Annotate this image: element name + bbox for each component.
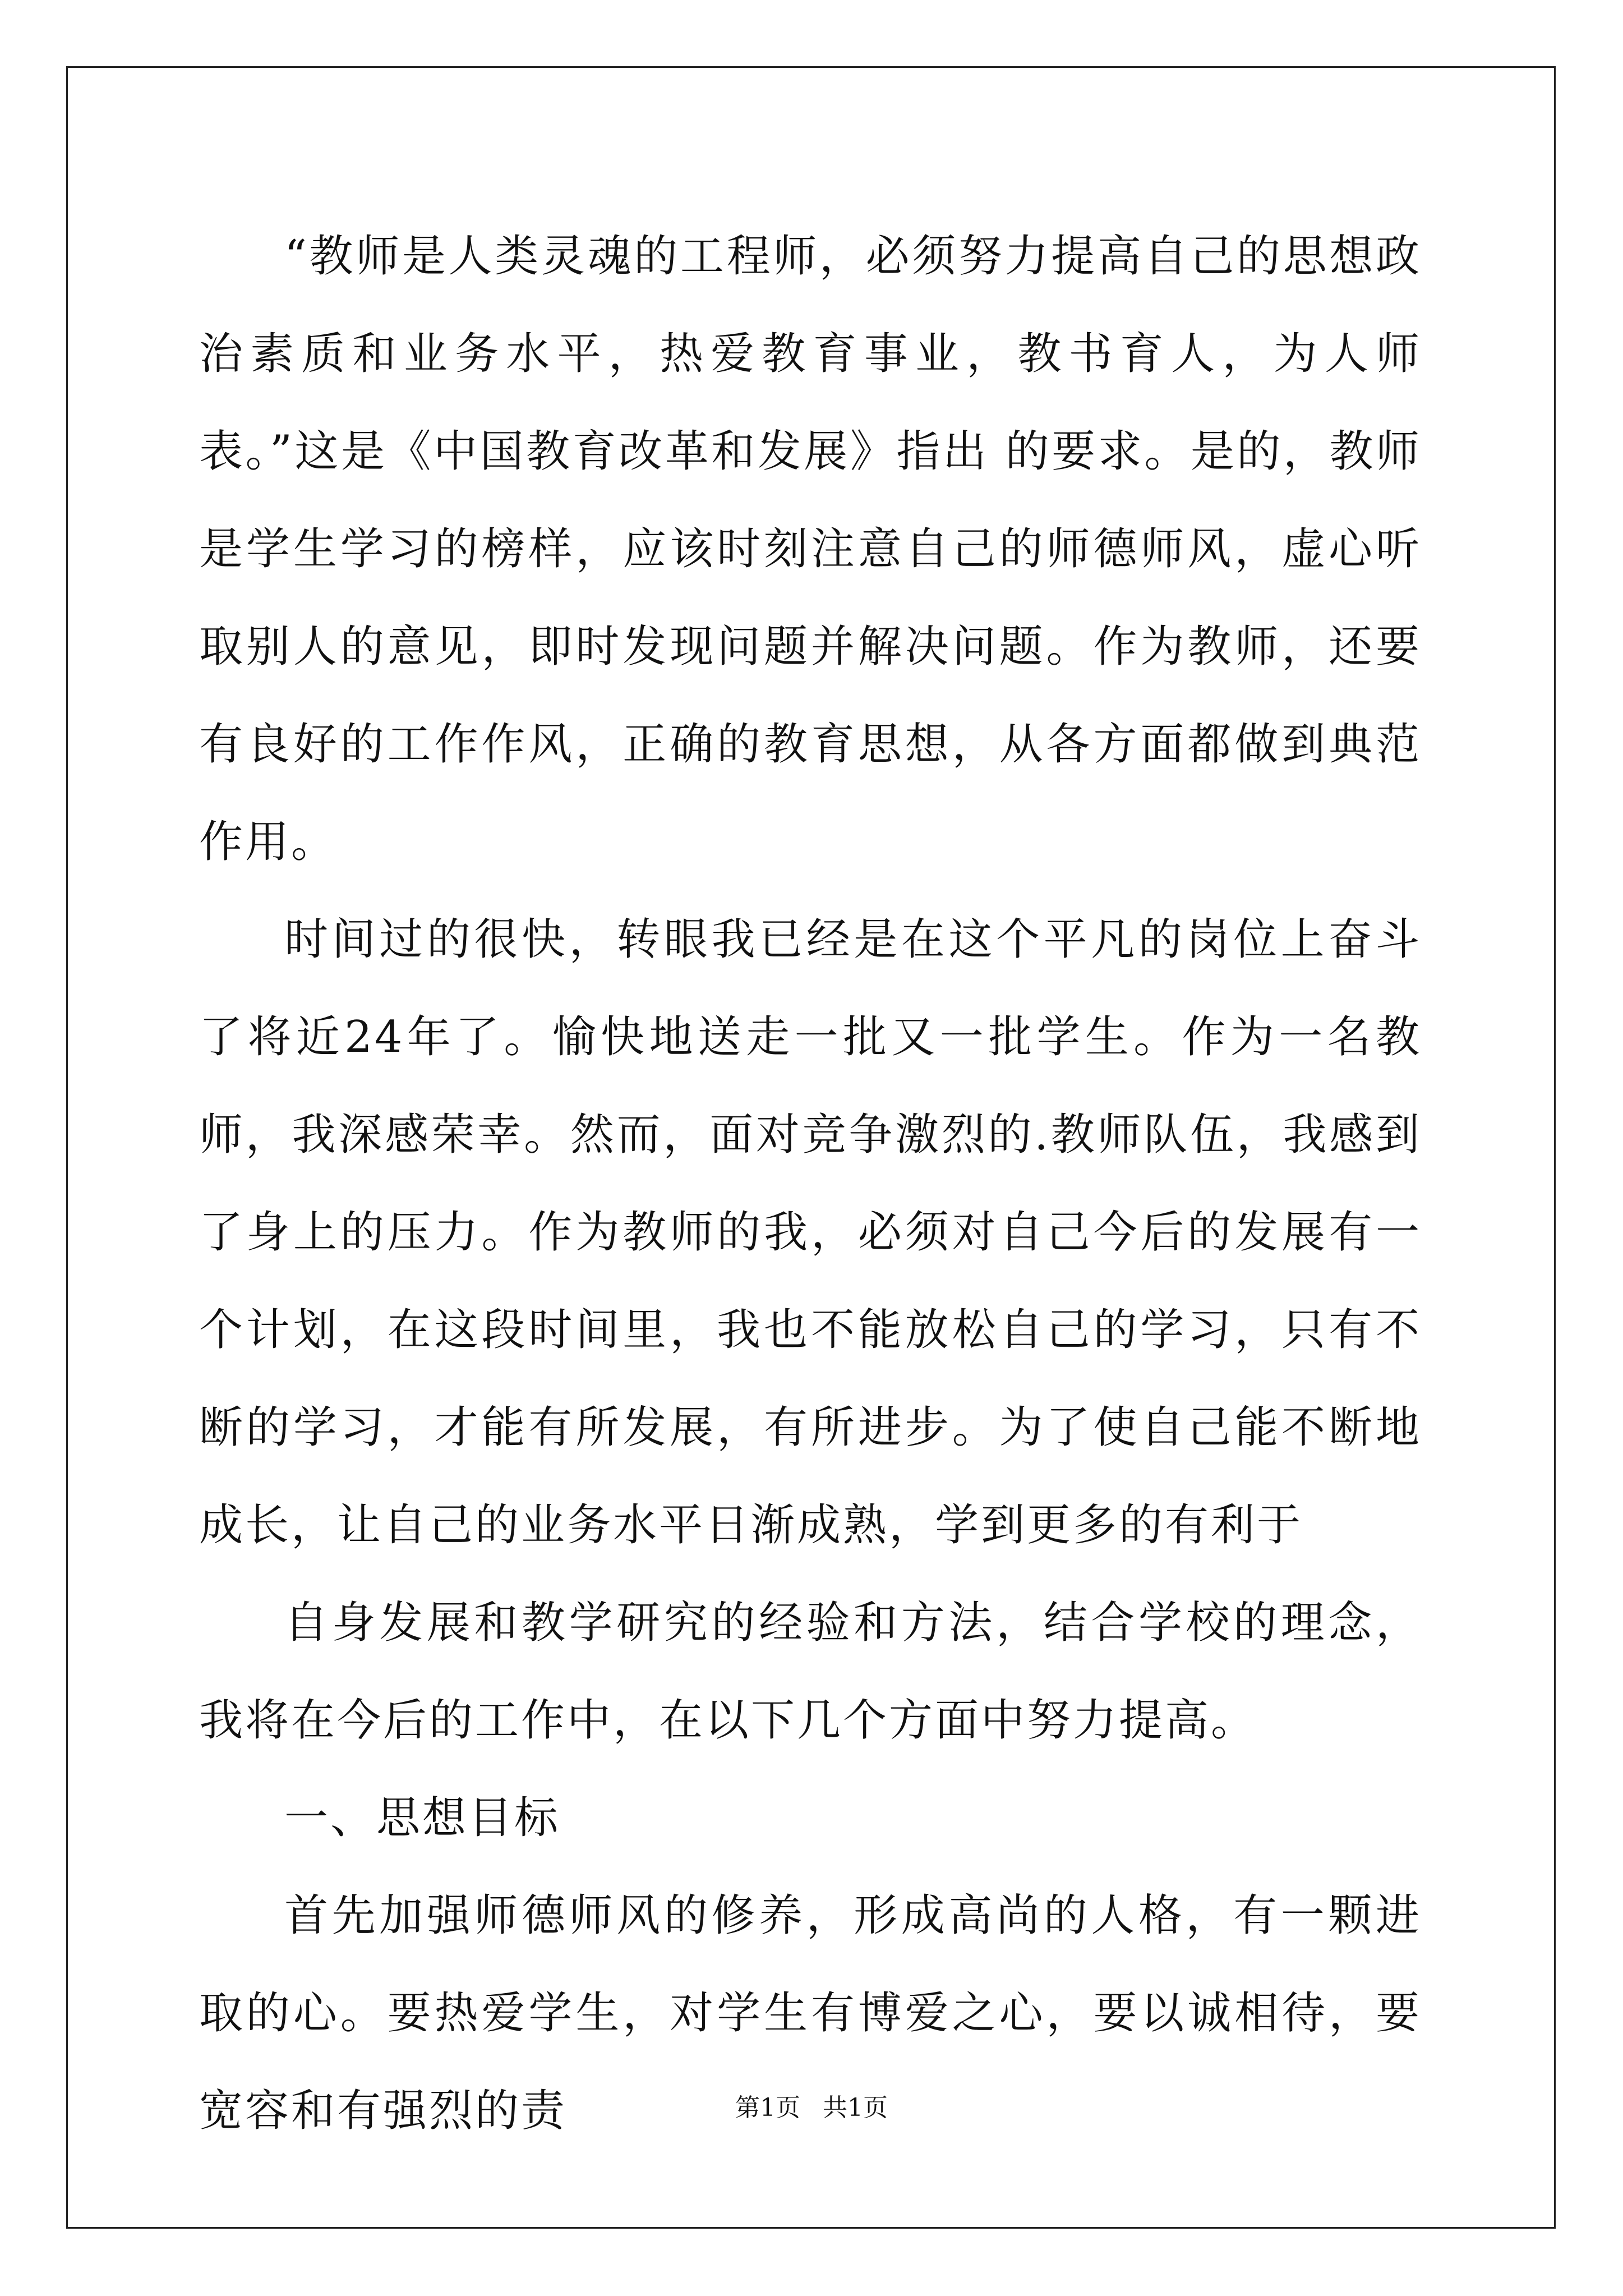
page-number-current: 第1页	[735, 2093, 800, 2122]
section-heading: 一、思想目标	[284, 1793, 561, 1843]
paragraph-2: 时间过的很快，转眼我已经是在这个平凡的岗位上奋斗了将近24年了。愉快地送走一批又一批学生。作为一名教师，我深感荣幸。然而，面对竞争激烈的.教师队伍，我感到了身上的压力。作为教师的我，必须对自己今后的发展有一个计划，在这段时间里，我也不能放松自己的学习，只有不断的学习，才能有所发展，有所进步。为了使自己能不断地成长，让自己的业务水平日渐成熟，学到更多的有利于	[199, 914, 1422, 1550]
paragraph-4: 首先加强师德师风的修养，形成高尚的人格，有一颗进取的心。要热爱学生，对学生有博爱之心，要以诚相待，要宽容和有强烈的责	[199, 1890, 1422, 2136]
paragraph-1: “教师是人类灵魂的工程师，必须努力提高自己的思想政治素质和业务水平，热爱教育事业，教书育人，为人师表。”这是《中国教育改革和发展》指出 的要求。是的，教师是学生学习的榜样，应该时刻注意自己的师德师风，虚心听取别人的意见，即时发现问题并解决问题。作为教师，还要有良好的工作作风，正确的教育思想，从各方面都做到典范作用。	[199, 231, 1422, 867]
paragraph-3: 自身发展和教学研究的经验和方法，结合学校的理念，我将在今后的工作中，在以下几个方面中努力提高。	[199, 1598, 1422, 1746]
page-footer	[0, 2091, 1623, 2125]
page-number-total: 共1页	[823, 2093, 888, 2122]
document-body	[199, 208, 1422, 2160]
